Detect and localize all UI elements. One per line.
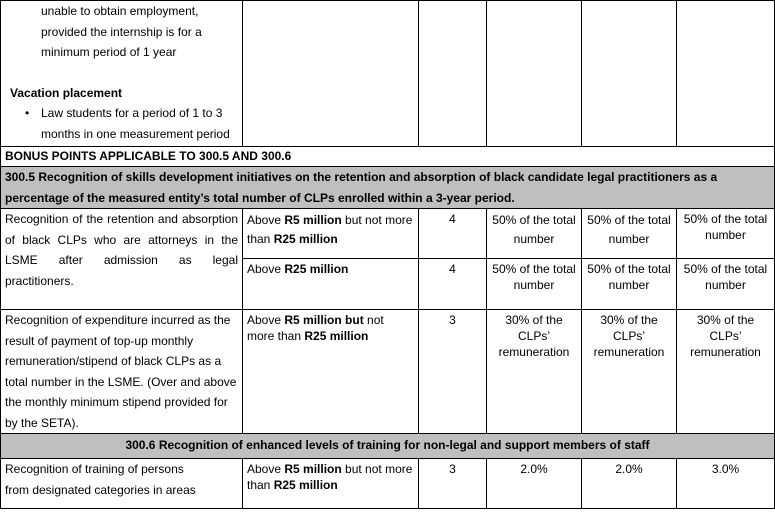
stipend-target-2: 30% of the CLPs’ remuneration [582,310,677,434]
stipend-target-3: 30% of the CLPs’ remuneration [677,310,775,434]
condition-amount: R25 million [273,478,338,492]
internship-line-1: unable to obtain employment, [41,4,199,18]
retention-target-b-2: 50% of the total number [582,259,677,310]
condition-amount: R5 million [284,213,342,227]
condition-amount: R25 million [273,232,338,246]
stipend-points: 3 [419,310,487,434]
training-description [1,459,243,509]
retention-row-a [1,209,775,259]
stipend-condition [243,310,419,434]
condition-text: not more than [247,313,384,343]
internship-description [1,1,243,147]
retention-target-a-1: 50% of the total number [487,209,582,259]
vacation-bullet [5,103,238,124]
retention-description: Recognition of the retention and absorption of black CLPs who are attorneys in the LSME after admission as legal practitioners. [1,209,243,310]
section-300-6-heading: 300.6 Recognition of enhanced levels of training for non-legal and support members of staff [1,434,775,459]
condition-text: Above [247,313,285,327]
vacation-bullet-line-1: Law students for a period of 1 to 3 [41,106,223,120]
condition-text: Above [247,262,285,276]
internship-row [1,1,775,147]
training-description-line-1: Recognition of training of persons [5,462,184,476]
vacation-bullet-line-2: months in one measurement period [41,126,230,141]
retention-points-a: 4 [419,209,487,259]
vacation-placement-heading: Vacation placement [10,85,123,100]
section-300-6-heading-row [1,434,775,459]
section-300-5-heading-row [1,167,775,209]
training-points: 3 [419,459,487,509]
condition-amount: R5 million [284,462,342,476]
stipend-target-1: 30% of the CLPs’ remuneration [487,310,582,434]
stipend-description: Recognition of expenditure incurred as the result of payment of top-up monthly remuneration/stipend of black CLPs as a total number in the LSME. (Over and above the monthly minimum stipend provided for by the SETA). [1,310,243,434]
retention-points-b: 4 [419,259,487,310]
condition-amount: R5 million but [284,313,364,327]
training-description-line-2: from designated categories in areas [5,482,196,497]
bullet-icon: • [25,106,30,120]
condition-amount: R25 million [304,329,369,343]
retention-condition-a [243,209,419,259]
section-300-5-heading: 300.5 Recognition of skills development initiatives on the retention and absorption of black candidate legal practitioners as a percentage of the measured entity’s total number of CLPs enrolled within a 3-year period. [1,167,775,209]
retention-target-a-2: 50% of the total number [582,209,677,259]
retention-target-b-3: 50% of the total number [677,259,775,310]
retention-target-a-3: 50% of the total number [677,209,775,259]
condition-text: Above [247,213,285,227]
retention-condition-b [243,259,419,310]
condition-text: but not more than [247,462,413,492]
training-target-1: 2.0% [487,459,582,509]
bonus-heading-row [1,147,775,167]
condition-text: but not more than [247,213,413,246]
condition-amount: R25 million [284,262,349,276]
stipend-row [1,310,775,434]
retention-target-b-1: 50% of the total number [487,259,582,310]
condition-text: Above [247,462,285,476]
bonus-heading: BONUS POINTS APPLICABLE TO 300.5 AND 300.6 [1,147,775,167]
training-target-3: 3.0% [677,459,775,509]
internship-line-2: provided the internship is for a [41,24,202,39]
internship-line-3: minimum period of 1 year [41,45,177,59]
training-row [1,459,775,509]
training-condition [243,459,419,509]
training-target-2: 2.0% [582,459,677,509]
